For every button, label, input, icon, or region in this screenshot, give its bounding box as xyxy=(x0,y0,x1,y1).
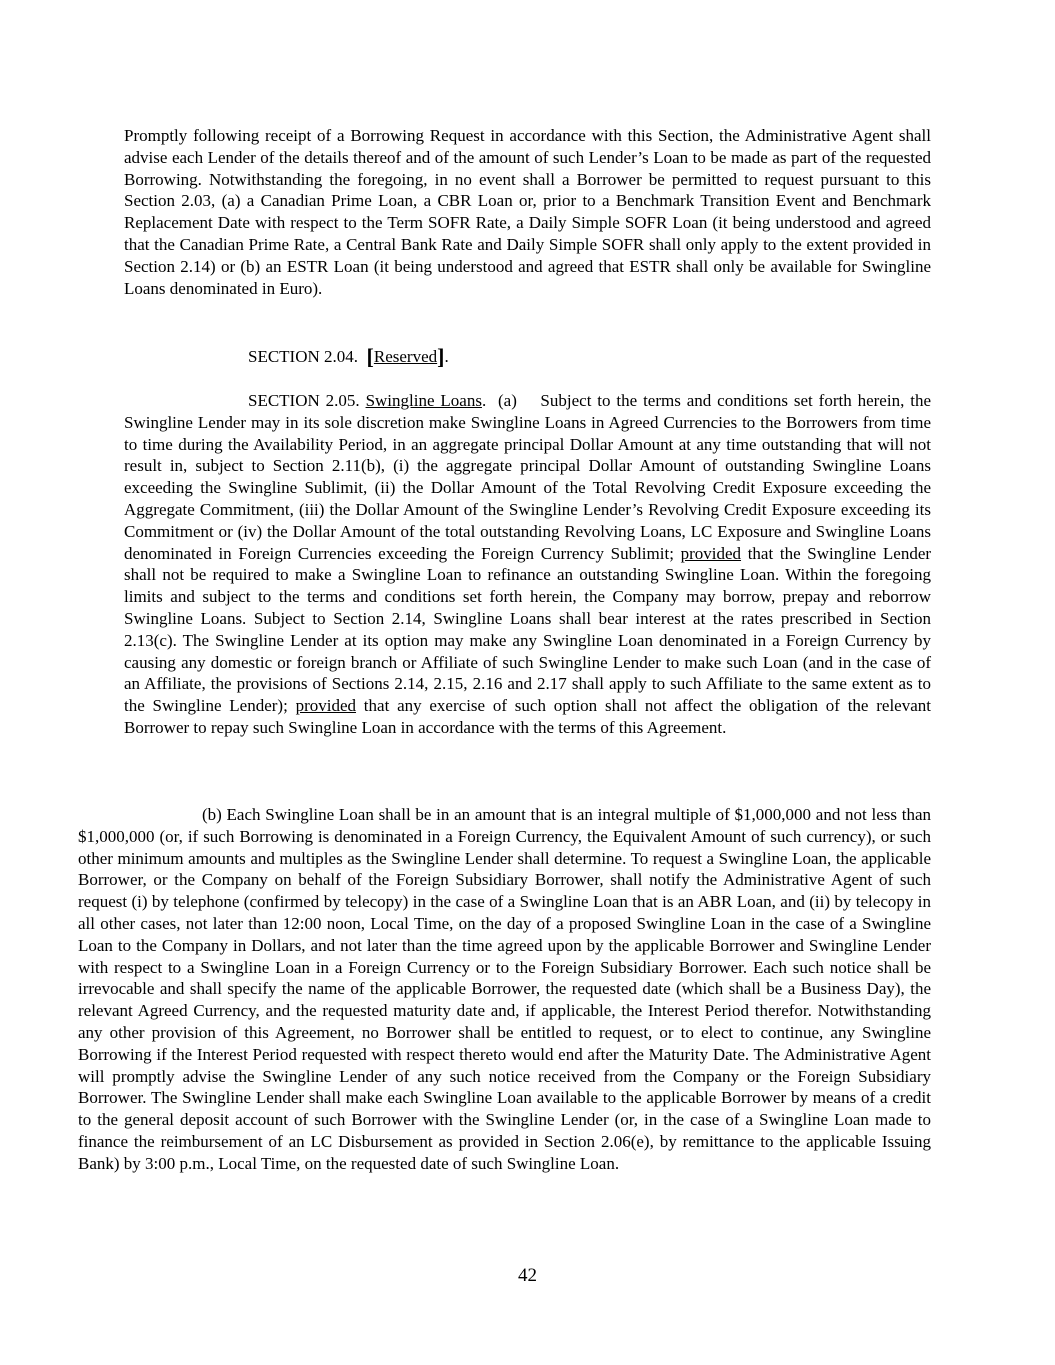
subsection-a-text-1: Subject to the terms and conditions set forth herein, the Swingline Lender may in its sole discretion make Swingline Loans in Agreed Currencies to the Borrowers from time to time during the Availability Period, in an aggregate principal Dollar Amount at any time outstanding that will not result in, subject to Section 2.11(b), (i) the aggregate principal Dollar Amount of outstanding Swingline Loans exceeding the Swingline Sublimit, (ii) the Dollar Amount of the Total Revolving Credit Exposure exceeding the Aggregate Commitment, (iii) the Dollar Amount of the Swingline Lender’s Revolving Credit Exposure exceeding its Commitment or (iv) the Dollar Amount of the total outstanding Revolving Loans, LC Exposure and Swingline Loans denominated in Foreign Currencies exceeding the Foreign Currency Sublimit; xyxy=(124,391,931,563)
subsection-a-label: (a) xyxy=(497,391,517,410)
section-2-04-title: Reserved xyxy=(373,347,438,366)
page-number: 42 xyxy=(518,1265,537,1286)
subsection-a-text-3: that any exercise of such option shall not affect the obligation of the relevant Borrower to repay such Swingline Loan in accordance with the terms of this Agreement. xyxy=(124,696,931,737)
section-2-05-subsection-a xyxy=(124,390,931,739)
section-2-04-number: SECTION 2.04. xyxy=(248,347,359,366)
section-2-05-title-suffix: . xyxy=(481,391,487,410)
section-2-05-title: Swingline Loans xyxy=(365,391,482,410)
bracket-close: ] xyxy=(437,344,445,369)
section-2-05-number: SECTION 2.05. xyxy=(248,391,360,410)
subsection-a-text-2: that the Swingline Lender shall not be required to make a Swingline Loan to refinance an outstanding Swingline Loan. Within the foregoing limits and subject to the terms and conditions set forth herein, the Company may borrow, prepay and reborrow Swingline Loans. Subject to Section 2.14, Swingline Loans shall bear interest at the rates prescribed in Section 2.13(c). The Swingline Lender at its option may make any Swingline Loan denominated in a Foreign Currency by causing any domestic or foreign branch or Affiliate of such Swingline Lender to make such Loan (and in the case of an Affiliate, the provisions of Sections 2.14, 2.15, 2.16 and 2.17 shall apply to such Affiliate to the same extent as to the Swingline Lender); xyxy=(124,543,932,716)
section-2-05-subsection-b: (b) Each Swingline Loan shall be in an amount that is an integral multiple of $1,000,000 and not less than $1,000,000 (or, if such Borrowing is denominated in a Foreign Currency, the Equivalent Amount of such currency), or such other minimum amounts and multiples as the Swingline Lender shall determine. To request a Swingline Loan, the applicable Borrower, or the Company on behalf of the Foreign Subsidiary Borrower, shall notify the Administrative Agent of such request (i) by telephone (confirmed by telecopy) in the case of a Swingline Loan that is an ABR Loan, and (ii) by telecopy in all other cases, not later than 12:00 noon, Local Time, on the day of a proposed Swingline Loan in the case of a Swingline Loan to the Company in Dollars, and not later than the time agreed upon by the applicable Borrower and Swingline Lender with respect to a Swingline Loan in a Foreign Currency or to the Foreign Subsidiary Borrower. Each such notice shall be irrevocable and shall specify the name of the applicable Borrower, the requested date (which shall be a Business Day), the relevant Agreed Currency, and the requested maturity date and, if applicable, the Interest Period therefor. Notwithstanding any other provision of this Agreement, no Borrower shall be entitled to request, or to elect to continue, any Swingline Borrowing if the Interest Period requested with respect thereto would end after the Maturity Date. The Administrative Agent will promptly advise the Swingline Lender of any such notice received from the Company or the Foreign Subsidiary Borrower. The Swingline Lender shall make each Swingline Loan available to the applicable Borrower by means of a credit to the general deposit account of such Borrower with the Swingline Lender (or, in the case of a Swingline Loan made to finance the reimbursement of an LC Disbursement as provided in Section 2.06(e), by remittance to the applicable Issuing Bank) by 3:00 p.m., Local Time, on the requested date of such Swingline Loan. xyxy=(78,805,931,1173)
bracket-open: [ xyxy=(366,344,374,369)
paragraph-borrowing-request: Promptly following receipt of a Borrowing Request in accordance with this Section, the Administrative Agent shall advise each Lender of the details thereof and of the amount of such Lender’s Loan to be made as part of the requested Borrowing. Notwithstanding the foregoing, in no event shall a Borrower be permitted to request pursuant to this Section 2.03, (a) a Canadian Prime Loan, a CBR Loan or, prior to a Benchmark Transition Event and Benchmark Replacement Date with respect to the Term SOFR Rate, a Daily Simple SOFR Loan (it being understood and agreed that the Canadian Prime Rate, a Central Bank Rate and Daily Simple SOFR shall only apply to the extent provided in Section 2.14) or (b) an ESTR Loan (it being understood and agreed that ESTR shall only be available for Swingline Loans denominated in Euro). xyxy=(124,126,931,298)
provided-term-2: provided xyxy=(295,696,357,716)
provided-term-1: provided xyxy=(680,543,742,563)
section-2-04-period: . xyxy=(444,347,449,366)
section-2-04-heading xyxy=(248,346,449,368)
